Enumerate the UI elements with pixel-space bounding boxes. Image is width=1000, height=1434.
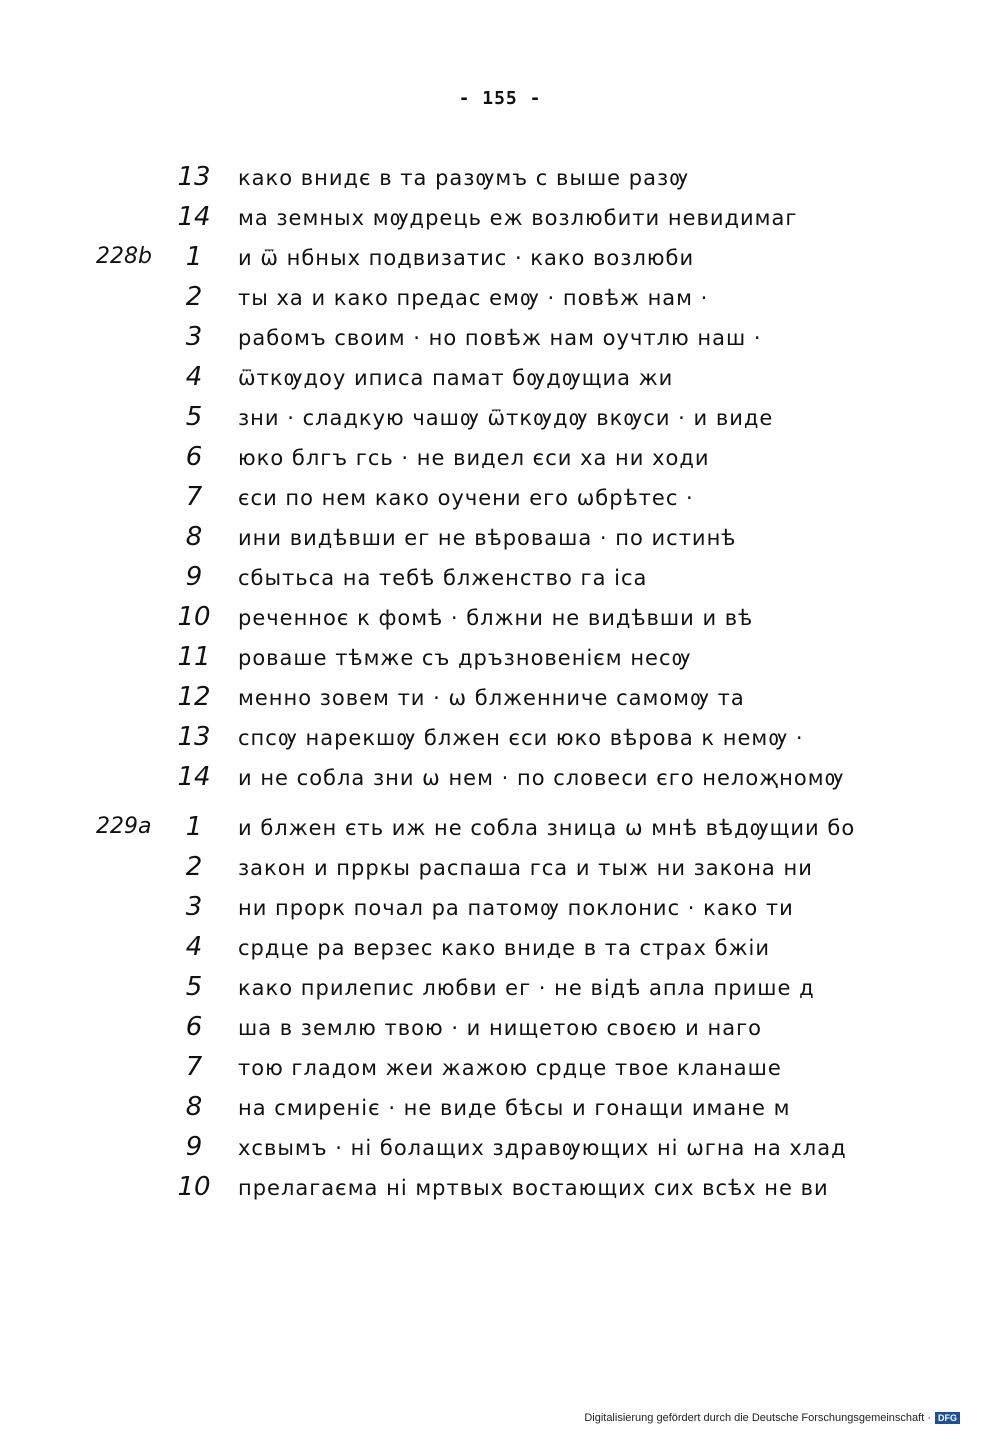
- line-row: [0, 600, 1000, 640]
- line-number: 8: [185, 1092, 203, 1122]
- line-text: како прилепис любви ег · не відѣ апла прише д: [238, 976, 815, 1000]
- folio-marker: 228b: [96, 244, 152, 269]
- line-text: ша в землю твою · и нищетою своєю и наго: [238, 1016, 762, 1040]
- line-row: [0, 320, 1000, 360]
- line-row: [0, 850, 1000, 890]
- line-text: ѿткѹдоу иписа памат бѹдѹщиа жи: [238, 366, 674, 390]
- line-number: 13: [177, 722, 211, 752]
- line-number: 9: [185, 562, 203, 592]
- line-row: [0, 440, 1000, 480]
- line-row: [0, 160, 1000, 200]
- line-text: ини видѣвши ег не вѣроваша · по истинѣ: [238, 526, 737, 550]
- line-number: 10: [177, 1172, 211, 1202]
- line-number: 7: [185, 482, 203, 512]
- line-row: [0, 760, 1000, 800]
- line-text: сбытьса на тебѣ блженство га іса: [238, 566, 648, 590]
- line-number: 10: [177, 602, 211, 632]
- line-row: [0, 1010, 1000, 1050]
- line-text: прелагаєма ні мртвых востающих сих всѣх не ви: [238, 1176, 829, 1200]
- line-number: 13: [177, 162, 211, 192]
- line-text: и не собла зни ѡ нем · по словеси єго нелоҗномѹ: [238, 766, 845, 790]
- line-row: [0, 240, 1000, 280]
- line-row: [0, 360, 1000, 400]
- line-text: закон и прркы распаша гса и тыж ни закона ни: [238, 856, 813, 880]
- line-row: [0, 1050, 1000, 1090]
- line-row: [0, 1170, 1000, 1210]
- line-text: спсѹ нарекшѹ блжен єси юко вѣрова к немѹ ·: [238, 726, 804, 750]
- line-number: 9: [185, 1132, 203, 1162]
- line-text: зни · сладкую чашѹ ѿткѹдѹ вкѹси · и виде: [238, 406, 774, 430]
- folio-marker: 229a: [96, 814, 152, 839]
- line-number: 2: [185, 852, 203, 882]
- line-number: 1: [185, 812, 203, 842]
- line-text: ма земных мѹдрець еж возлюбити невидимаг: [238, 206, 798, 230]
- line-number: 1: [185, 242, 203, 272]
- line-row: [0, 810, 1000, 850]
- dfg-logo-icon: DFG: [935, 1412, 960, 1424]
- line-row: [0, 1090, 1000, 1130]
- line-number: 2: [185, 282, 203, 312]
- line-row: [0, 560, 1000, 600]
- line-number: 5: [185, 402, 203, 432]
- line-row: [0, 680, 1000, 720]
- line-number: 12: [177, 682, 211, 712]
- line-text: ни прорк почал ра патомѹ поклонис · како ти: [238, 896, 794, 920]
- footer-credit: [584, 1412, 960, 1424]
- line-number: 14: [177, 202, 211, 232]
- line-number: 6: [185, 1012, 203, 1042]
- footer-text: Digitalisierung gefördert durch die Deutsche Forschungsgemeinschaft ·: [584, 1412, 931, 1424]
- line-text: како внидє в та разѹмъ с выше разѹ: [238, 166, 690, 190]
- line-number: 8: [185, 522, 203, 552]
- line-text: тою гладом жеи жажою срдце твое кланаше: [238, 1056, 782, 1080]
- line-row: [0, 720, 1000, 760]
- line-row: [0, 200, 1000, 240]
- line-row: [0, 280, 1000, 320]
- line-text: на смиреніє · не виде бѣсы и гонащи имане м: [238, 1096, 791, 1120]
- line-row: [0, 520, 1000, 560]
- line-text: рабомъ своим · но повѣж нам оучтлю наш ·: [238, 326, 762, 350]
- line-number: 4: [185, 932, 203, 962]
- line-row: [0, 480, 1000, 520]
- line-text: и блжен єть иж не собла зница ѡ мнѣ вѣдѹщии бо: [238, 816, 856, 840]
- line-row: [0, 930, 1000, 970]
- line-number: 14: [177, 762, 211, 792]
- line-text: роваше тѣмже съ дръзновенієм несѹ: [238, 646, 692, 670]
- line-number: 11: [177, 642, 211, 672]
- line-row: [0, 1130, 1000, 1170]
- line-row: [0, 890, 1000, 930]
- line-text: юко блгъ гсь · не видел єси ха ни ходи: [238, 446, 710, 470]
- line-text: срдце ра верзес како вниде в та страх бжіи: [238, 936, 770, 960]
- line-row: [0, 400, 1000, 440]
- line-number: 4: [185, 362, 203, 392]
- line-text: єси по нем како оучени его ѡбрѣтес ·: [238, 486, 694, 510]
- line-number: 6: [185, 442, 203, 472]
- line-row: [0, 640, 1000, 680]
- line-number: 7: [185, 1052, 203, 1082]
- line-text: хсвымъ · ні болащих здравѹющих ні ѡгна на хлад: [238, 1136, 847, 1160]
- line-number: 3: [185, 322, 203, 352]
- line-text: ты ха и како предас емѹ · повѣж нам ·: [238, 286, 709, 310]
- line-text: и ѿ нбных подвизатис · како возлюби: [238, 246, 695, 270]
- line-number: 3: [185, 892, 203, 922]
- line-number: 5: [185, 972, 203, 1002]
- line-text: менно зовем ти · ѡ блженниче самомѹ та: [238, 686, 745, 710]
- page-number: - 155 -: [458, 88, 542, 109]
- line-text: реченноє к фомѣ · блжни не видѣвши и вѣ: [238, 606, 754, 630]
- line-row: [0, 970, 1000, 1010]
